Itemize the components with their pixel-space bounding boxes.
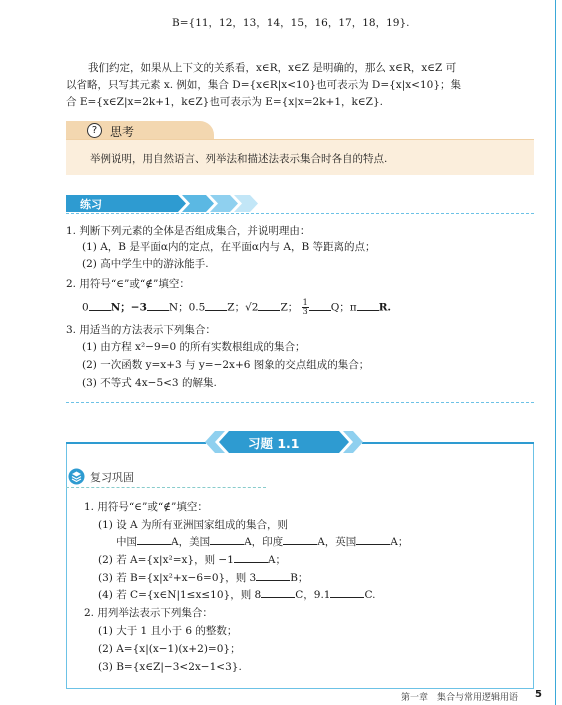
exercise-title: 习题 1.1	[248, 436, 300, 451]
q1-4-part-b: C，9.1	[295, 589, 331, 601]
answer-blank[interactable]	[210, 535, 244, 545]
q1-3-part-b: B；	[290, 572, 309, 584]
chapter-footer: 第一章 集合与常用逻辑用语	[400, 693, 518, 703]
answer-blank[interactable]	[234, 553, 268, 563]
exercise-q1-1: (1) 设 A 为所有亚洲国家组成的集合，则	[98, 519, 288, 531]
answer-blank[interactable]	[330, 588, 364, 598]
practice-divider	[66, 213, 534, 214]
answer-blank[interactable]	[309, 301, 331, 311]
review-title: 复习巩固	[90, 471, 134, 484]
answer-blank[interactable]	[283, 535, 317, 545]
q1-1-part-c: A，印度	[244, 536, 284, 548]
exercise-q1-2	[98, 553, 286, 567]
convention-line-3: 合 E={x∈Z|x=2k+1，k∈Z}也可表示为 E={x|x=2k+1，k∈Z}.	[66, 96, 383, 108]
practice-q1: 1. 判断下列元素的全体是否组成集合，并说明理由：	[66, 225, 311, 237]
q2-part-d: Z；√2	[227, 301, 259, 314]
q1-4-part-a: (4) 若 C={x∈N|1≤x≤10}，则 8	[98, 589, 262, 601]
fraction-denominator: 3	[302, 307, 308, 316]
exercise-q2: 2. 用列举法表示下列集合：	[84, 607, 213, 619]
exercise-q2-2: (2) A={x|(x−1)(x+2)=0}；	[98, 643, 241, 655]
convention-line-2: 以省略，只写其元素 x. 例如，集合 D={x∈R|x<10}也可表示为 D={x|x<10}；集	[66, 79, 462, 91]
practice-q3-1: (1) 由方程 x²−9=0 的所有实数根组成的集合；	[82, 341, 306, 353]
exercise-q1-1-fill	[116, 535, 408, 549]
answer-blank[interactable]	[261, 588, 295, 598]
practice-q3: 3. 用适当的方法表示下列集合：	[66, 324, 216, 336]
q2-part-c: N；0.5	[168, 301, 206, 314]
q2-part-e: Z；	[280, 301, 299, 314]
answer-blank[interactable]	[258, 301, 280, 311]
q2-part-g: R.	[378, 301, 392, 314]
page-edge-line	[555, 0, 556, 705]
q1-1-part-b: A，美国	[171, 536, 211, 548]
q1-3-part-a: (3) 若 B={x|x²+x−6=0}，则 3	[98, 572, 257, 584]
exercise-q2-3: (3) B={x∈Z|−3<2x−1<3}.	[98, 661, 242, 673]
think-text: 举例说明，用自然语言、列举法和描述法表示集合时各自的特点.	[90, 153, 388, 165]
convention-line-1: 我们约定，如果从上下文的关系看，x∈R，x∈Z 是明确的，那么 x∈R，x∈Z 可	[88, 62, 457, 74]
answer-blank[interactable]	[256, 571, 290, 581]
practice-q2-fill	[82, 299, 391, 316]
exercise-q2-1: (1) 大于 1 且小于 6 的整数；	[98, 625, 238, 637]
q2-part-b: N；−3	[110, 301, 147, 314]
practice-q3-3: (3) 不等式 4x−5<3 的解集.	[82, 377, 217, 389]
q1-2-part-b: A；	[267, 554, 287, 566]
review-divider	[66, 487, 266, 488]
answer-blank[interactable]	[356, 535, 390, 545]
exercise-q1-4	[98, 588, 375, 602]
practice-end-divider	[66, 402, 534, 403]
practice-q1-1: (1) A，B 是平面α内的定点，在平面α内与 A，B 等距离的点；	[82, 241, 376, 253]
set-b-definition: B={11，12，13，14，15，16，17，18，19}.	[172, 17, 410, 29]
exercise-q1: 1. 用符号“∈”或“∉”填空：	[84, 501, 208, 513]
fraction-one-third	[302, 299, 309, 316]
q1-1-part-a: 中国	[116, 536, 137, 548]
q1-1-part-e: A；	[390, 536, 409, 548]
layers-icon	[68, 468, 85, 485]
practice-title: 练习	[80, 198, 102, 211]
exercise-q1-3	[98, 571, 308, 585]
page-number: 5	[535, 689, 542, 700]
q2-part-f: Q；π	[330, 301, 357, 314]
question-mark-icon: ?	[87, 123, 102, 138]
think-title: 思考	[110, 125, 135, 139]
answer-blank[interactable]	[137, 535, 171, 545]
q1-1-part-d: A，英国	[317, 536, 357, 548]
answer-blank[interactable]	[89, 301, 111, 311]
practice-q2: 2. 用符号“∈”或“∉”填空：	[66, 278, 190, 290]
practice-q1-2: (2) 高中学生中的游泳能手.	[82, 258, 209, 270]
practice-q3-2: (2) 一次函数 y=x+3 与 y=−2x+6 图象的交点组成的集合；	[82, 359, 370, 371]
fraction-numerator: 1	[302, 298, 308, 307]
answer-blank[interactable]	[147, 301, 169, 311]
answer-blank[interactable]	[357, 301, 379, 311]
q2-part-a: 0	[82, 301, 89, 314]
answer-blank[interactable]	[205, 301, 227, 311]
q1-4-part-c: C.	[364, 589, 376, 601]
q1-2-part-a: (2) 若 A={x|x²=x}，则 −1	[98, 554, 234, 566]
